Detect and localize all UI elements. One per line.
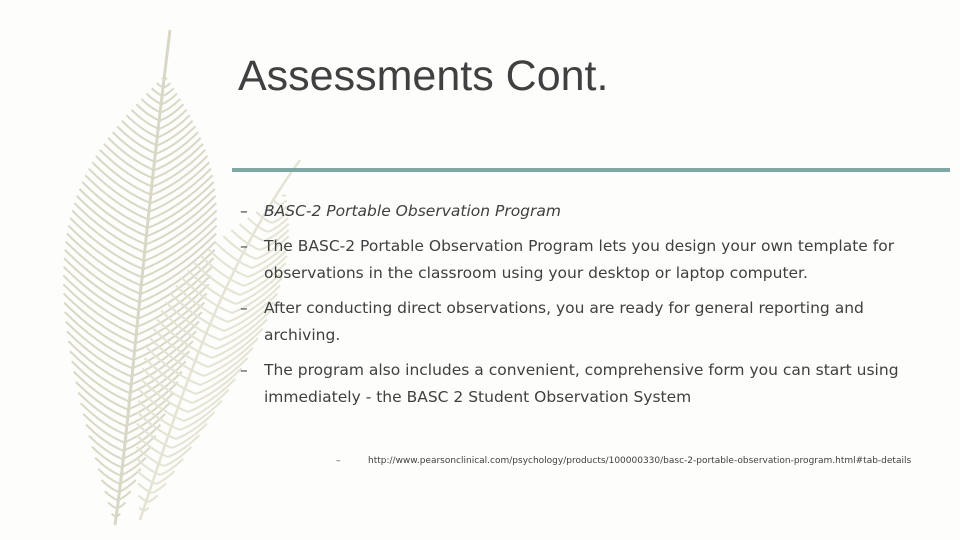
feather-barb — [63, 284, 136, 335]
feather-barb — [64, 303, 134, 352]
feather-barb — [64, 293, 136, 343]
feather-barb — [122, 121, 157, 146]
feather-barb — [64, 258, 139, 310]
feather-barb — [163, 88, 174, 96]
bullet-text: The program also includes a convenient, comprehensive form you can start using immediately - the BASC 2 Student Observation System — [264, 361, 899, 406]
bullet-item — [240, 357, 920, 411]
bullet-item — [240, 233, 920, 287]
feather-barb — [282, 195, 284, 196]
feather-barb — [98, 469, 119, 484]
bullet-list — [240, 198, 920, 419]
bullet-item — [240, 295, 920, 349]
feather-barb — [148, 182, 214, 228]
feather-barb — [148, 495, 157, 502]
feather-barb — [194, 263, 240, 295]
feather-barb — [284, 195, 286, 196]
feather-barb — [184, 390, 229, 421]
feather-barb — [77, 196, 146, 245]
bullet-marker: – — [240, 361, 248, 379]
feather-barb — [65, 312, 134, 360]
slide-title: Assessments Cont. — [238, 52, 609, 100]
feather-barb — [70, 218, 143, 269]
bullet-text: The BASC-2 Portable Observation Program lets you design your own template for observations in the classroom using your desktop or laptop computer. — [264, 237, 895, 282]
feather-barb — [72, 210, 144, 261]
feather-barb — [149, 175, 213, 219]
title-divider — [232, 168, 950, 172]
feather-barb — [64, 267, 138, 319]
bullet-marker: – — [336, 456, 341, 466]
source-link[interactable] — [336, 456, 912, 466]
feather-barb — [152, 483, 166, 493]
feather-barb — [108, 502, 117, 508]
feather-barb — [74, 203, 145, 253]
feather-barb — [67, 234, 142, 286]
bullet-text: BASC-2 Portable Observation Program — [264, 202, 561, 220]
feather-barb — [65, 250, 140, 302]
source-url-text[interactable]: http://www.pearsonclinical.com/psychology/products/100000330/basc-2-portable-observation-program.html#tab-details — [368, 456, 912, 466]
bullet-marker: – — [240, 237, 248, 255]
feather-barb — [117, 126, 156, 153]
feather-barb — [105, 491, 118, 500]
bullet-item — [240, 198, 920, 225]
feather-barb — [66, 242, 141, 294]
bullet-marker: – — [240, 202, 248, 220]
feather-barb — [63, 275, 137, 327]
feather-barb — [68, 226, 142, 278]
bullet-text: After conducting direct observations, you are ready for general reporting and archiving. — [264, 299, 864, 344]
bullet-marker: – — [240, 299, 248, 317]
